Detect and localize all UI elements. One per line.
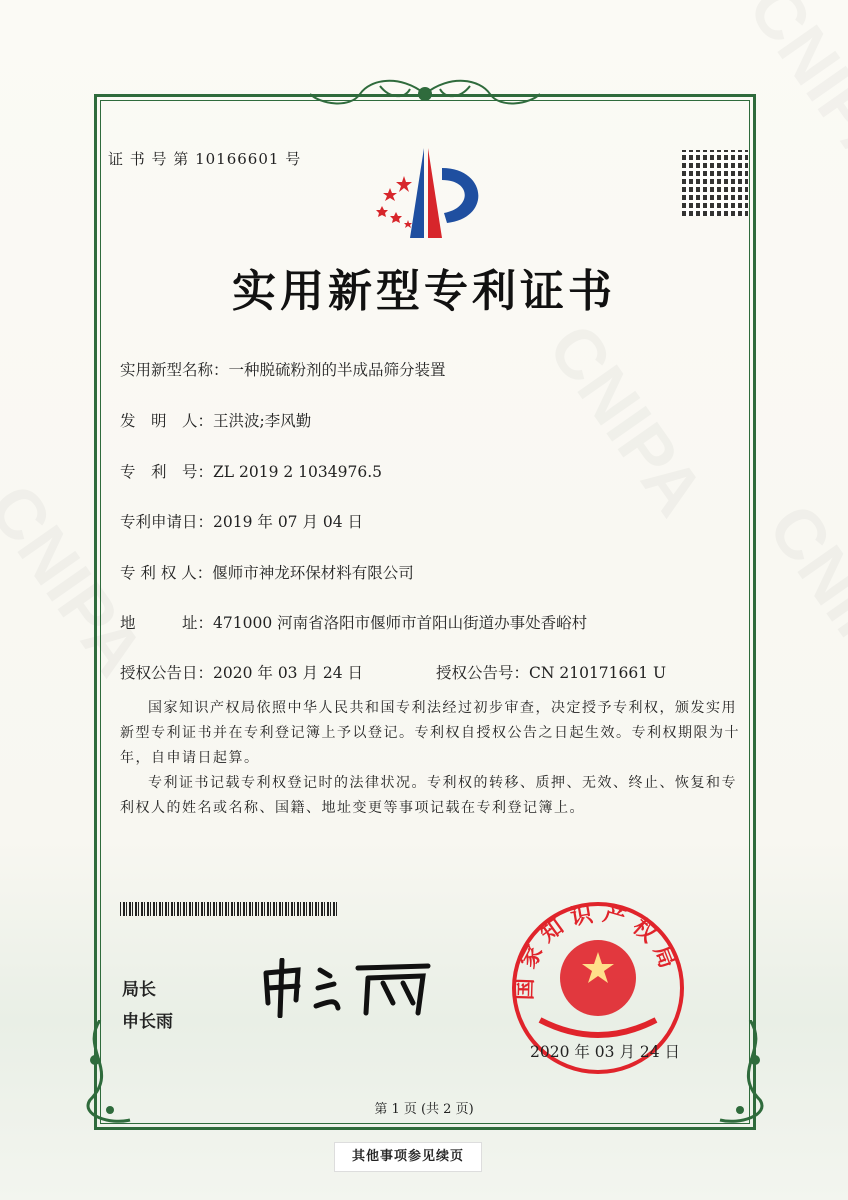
field-grant-date xyxy=(120,661,363,683)
body-paragraph: 专利证书记载专利权登记时的法律状况。专利权的转移、质押、无效、终止、恢复和专利权人的姓名或名称、国籍、地址变更等事项记载在专利登记簿上。 xyxy=(120,775,737,816)
field-inventors xyxy=(120,409,311,431)
director-signature xyxy=(258,958,438,1018)
director-title: 局长 xyxy=(122,980,156,1000)
field-announcement-number xyxy=(436,661,666,683)
cnipa-logo-icon xyxy=(362,148,490,244)
seal-text: 国家知识产权局 xyxy=(512,901,683,1001)
field-value: 王洪波;李风勤 xyxy=(213,412,312,430)
page-number: 第 1 页 (共 2 页) xyxy=(374,1102,474,1117)
field-value: 471000 河南省洛阳市偃师市首阳山街道办事处香峪村 xyxy=(213,614,588,632)
certificate-number: 证 书 号 第 10166601 号 xyxy=(108,150,302,168)
field-value: 偃师市神龙环保材料有限公司 xyxy=(212,564,414,582)
certificate-body xyxy=(120,696,750,821)
barcode xyxy=(120,902,338,916)
field-label: 专利申请日： xyxy=(120,513,214,531)
field-label: 授权公告日： xyxy=(120,664,214,682)
field-address xyxy=(120,611,587,633)
field-utility-model-name xyxy=(120,358,446,380)
field-patent-number xyxy=(120,460,382,482)
qr-code[interactable] xyxy=(682,150,748,216)
field-value: 2019 年 07 月 04 日 xyxy=(213,513,364,531)
field-value: 一种脱硫粉剂的半成品筛分装置 xyxy=(228,361,446,379)
field-label: 专 利 号： xyxy=(120,463,214,481)
field-patentee xyxy=(120,561,414,583)
field-value: ZL 2019 2 1034976.5 xyxy=(213,463,382,481)
field-value: CN 210171661 U xyxy=(529,664,667,682)
certificate-title: 实用新型专利证书 xyxy=(232,266,616,317)
watermark xyxy=(753,490,848,710)
field-label: 专 利 权 人： xyxy=(120,564,213,582)
field-value: 2020 年 03 月 24 日 xyxy=(213,664,364,682)
field-label: 发 明 人： xyxy=(120,412,214,430)
body-paragraph: 国家知识产权局依照中华人民共和国专利法经过初步审查，决定授予专利权，颁发实用新型专利证书并在专利登记簿上予以登记。专利权自授权公告之日起生效。专利权期限为十年，自申请日起算。 xyxy=(120,700,740,766)
field-label: 地 址： xyxy=(120,614,214,632)
field-label: 授权公告号： xyxy=(436,664,530,682)
director-name: 申长雨 xyxy=(122,1012,173,1032)
see-continuation-label: 其他事项参见续页 xyxy=(334,1142,482,1172)
field-application-date xyxy=(120,510,363,532)
seal-date: 2020 年 03 月 24 日 xyxy=(530,1043,681,1061)
top-ornament-icon xyxy=(300,74,550,114)
field-label: 实用新型名称： xyxy=(120,361,229,379)
